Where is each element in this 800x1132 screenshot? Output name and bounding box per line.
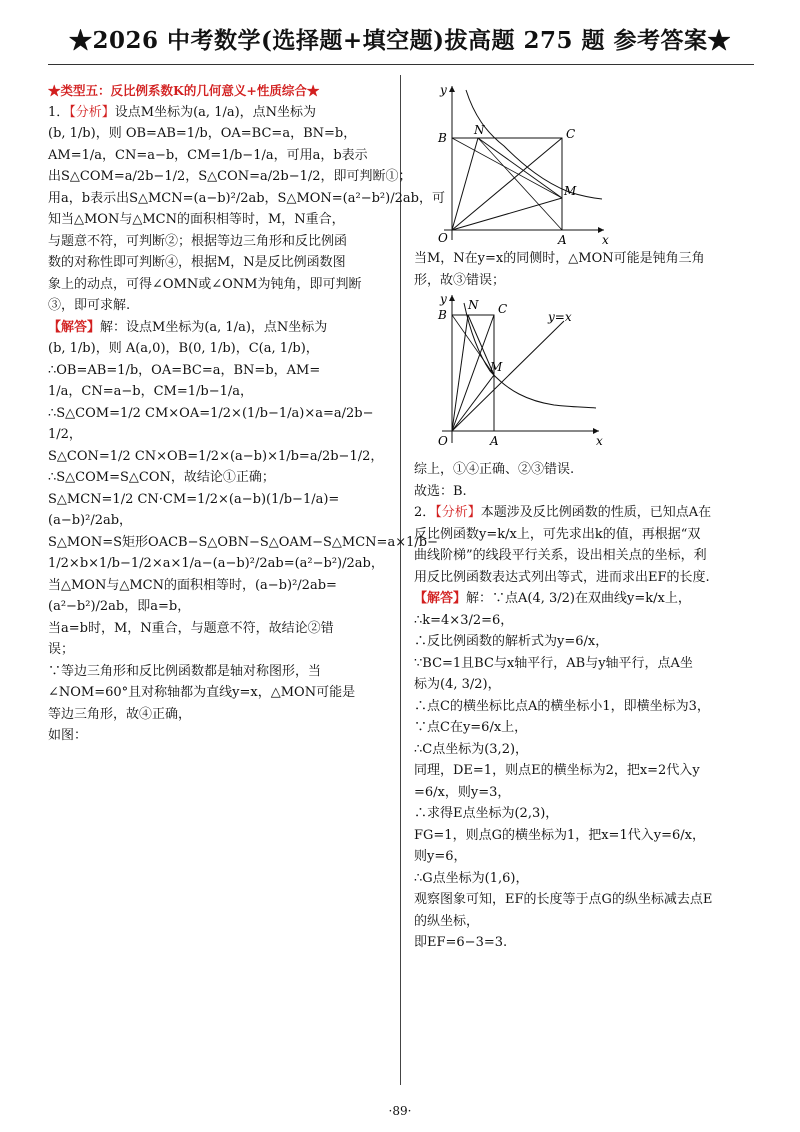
q1-analysis-line: ③，即可求解. — [48, 298, 131, 313]
q1-analysis-line: 象上的动点，可得∠OMN或∠ONM为钝角，即可判断 — [48, 276, 362, 292]
q1-analysis-line: 数的对称性即可判断④，根据M，N是反比例函数图 — [48, 255, 346, 270]
q2-analysis-line: 用反比例函数表达式列出等式，进而求出EF的长度. — [414, 569, 710, 585]
label-x: x — [602, 233, 609, 247]
q1-solution-line: 如图： — [48, 728, 88, 743]
label-n: N — [474, 123, 485, 137]
q1-solution-line: (a²−b²)/2ab，即a=b， — [48, 599, 191, 614]
q2-solution-line: 观察图象可知，EF的长度等于点G的纵坐标减去点E — [414, 892, 713, 907]
segment-on — [452, 138, 478, 230]
label-b: B — [438, 308, 447, 322]
label-b: B — [438, 131, 447, 145]
label-a: A — [490, 434, 499, 448]
figure-1 — [424, 80, 614, 248]
header-rule — [48, 64, 754, 65]
label-line: y=x — [548, 310, 572, 324]
q1-solution-line: ∴OB=AB=1/b，OA=BC=a，BN=b，AM= — [48, 362, 321, 378]
q1-solution-line: ∴S△COM=1/2 CM×OA=1/2×(1/b−1/a)×a=a/2b− — [48, 405, 374, 421]
q2-solution-line: 则y=6， — [414, 849, 467, 864]
segment-oc — [452, 315, 494, 431]
q1-solution-line: 1/2， — [48, 427, 82, 442]
q2-solution-line: 的纵坐标， — [414, 913, 480, 929]
q2-solution-line: =6/x，则y=3， — [414, 784, 511, 800]
label-y: y — [440, 292, 447, 306]
analysis-tag: 【分析】 — [435, 505, 481, 520]
after-fig1-line: 形，故③错误； — [414, 272, 506, 288]
q1-solution-line: 误； — [48, 642, 75, 657]
segment-om — [452, 198, 562, 230]
column-divider — [400, 75, 401, 1085]
page-number: ·89· — [388, 1104, 412, 1118]
label-m: M — [490, 360, 503, 374]
label-m: M — [564, 184, 577, 198]
segment-bm — [452, 315, 494, 375]
conclusion-line: 故选：B. — [414, 483, 467, 499]
solution-tag: 【解答】 — [414, 591, 467, 606]
q1-solution-line: 等边三角形，故④正确， — [48, 706, 192, 722]
y-axis-arrow — [449, 86, 455, 92]
conclusion-line: 综上，①④正确、②③错误. — [414, 462, 575, 477]
right-column — [414, 80, 752, 954]
q2-solution-line: 标为(4, 3/2)， — [414, 677, 501, 692]
q1-solution-line: S△MON=S矩形OACB−S△OBN−S△OAM−S△MCN=a×1/b− — [48, 534, 438, 550]
segment-oc — [452, 138, 562, 230]
q2-solution-line: ∴k=4×3/2=6， — [414, 612, 514, 628]
segment-nm — [478, 138, 562, 198]
q2-analysis-line: 2．【分析】本题涉及反比例函数的性质，已知点A在 — [414, 505, 712, 520]
segment-na — [478, 138, 562, 230]
q2-solution-line: ∵点C在y=6/x上， — [414, 720, 528, 735]
q1-analysis-line: 用a，b表示出S△MCN=(a−b)²/2ab，S△MON=(a²−b²)/2ab，可 — [48, 190, 445, 206]
q1-solution-line: 当a=b时，M，N重合，与题意不符，故结论②错 — [48, 620, 334, 636]
analysis-tag: 【分析】 — [69, 104, 115, 120]
y-axis-arrow — [449, 295, 455, 301]
label-n: N — [468, 298, 479, 312]
q2-solution-line: ∴G点坐标为(1,6)， — [414, 870, 529, 886]
label-c: C — [566, 127, 576, 141]
figure-2 — [424, 291, 614, 459]
q1-solution-line: 1/2×b×1/b−1/2×a×1/a−(a−b)²/2ab=(a²−b²)/2ab， — [48, 556, 384, 571]
q2-solution-line: FG=1，则点G的横坐标为1，把x=1代入y=6/x， — [414, 827, 705, 843]
page-title: ★2026 中考数学(选择题+填空题)拔高题 275 题 参考答案★ — [68, 27, 732, 54]
q1-solution-line: ∵等边三角形和反比例函数都是轴对称图形，当 — [48, 663, 322, 679]
line-y-eq-x — [452, 321, 564, 431]
solution-tag: 【解答】 — [48, 319, 101, 335]
q1-solution-line: S△CON=1/2 CN×OB=1/2×(a−b)×1/b=a/2b−1/2， — [48, 448, 384, 464]
label-o: O — [438, 231, 448, 245]
q2-solution-line: ∴反比例函数的解析式为y=6/x， — [414, 634, 609, 649]
q1-analysis-line: 与题意不符，可判断②；根据等边三角形和反比例函 — [48, 233, 348, 249]
q1-solution-line: ∴S△COM=S△CON，故结论①正确； — [48, 470, 275, 485]
label-x: x — [596, 434, 603, 448]
q2-solution-line: ∵BC=1且BC与x轴平行，AB与y轴平行，点A坐 — [414, 655, 693, 671]
after-fig1-line: 当M，N在y=x的同侧时，△MON可能是钝角三角 — [414, 251, 705, 266]
q1-solution-line: 1/a，CN=a−b，CM=1/b−1/a， — [48, 384, 253, 399]
q2-solution-line: 【解答】解：∵点A(4, 3/2)在双曲线y=k/x上， — [414, 591, 691, 606]
label-o: O — [438, 434, 448, 448]
section-title: ★类型五：反比例系数K的几何意义+性质综合★ — [48, 83, 320, 98]
segment-bm — [452, 138, 562, 198]
q1-analysis-line: 1．【分析】设点M坐标为(a, 1/a)，点N坐标为 — [48, 104, 317, 120]
q2-solution-line: ∴求得E点坐标为(2,3)， — [414, 806, 559, 821]
q2-solution-line: 即EF=6−3=3. — [414, 935, 508, 950]
q1-solution-line: (a−b)²/2ab， — [48, 513, 133, 528]
q1-solution-line: ∠NOM=60°且对称轴都为直线y=x，△MON可能是 — [48, 685, 356, 700]
q2-analysis-line: 曲线阶梯”的线段平行关系，设出相关点的坐标，利 — [414, 548, 707, 563]
q2-solution-line: 同理，DE=1，则点E的横坐标为2，把x=2代入y — [414, 763, 700, 778]
q1-solution-line: 【解答】解：设点M坐标为(a, 1/a)，点N坐标为 — [48, 319, 328, 335]
q1-solution-line: (b, 1/b)，则 A(a,0)，B(0, 1/b)，C(a, 1/b)， — [48, 341, 319, 356]
hyperbola — [464, 303, 596, 408]
label-y: y — [440, 83, 447, 97]
q1-analysis-line: 知当△MON与△MCN的面积相等时，M，N重合， — [48, 212, 345, 227]
label-a: A — [558, 233, 567, 247]
q1-analysis-line: AM=1/a，CN=a−b，CM=1/b−1/a，可用a，b表示 — [48, 147, 368, 163]
q1-analysis-line: 出S△COM=a/2b−1/2，S△CON=a/2b−1/2，即可判断①； — [48, 169, 412, 184]
q2-analysis-line: 反比例函数y=k/x上，可先求出k的值，再根据“双 — [414, 526, 701, 542]
q2-solution-line: ∴C点坐标为(3,2)， — [414, 741, 529, 757]
q1-analysis-line: (b, 1/b)，则 OB=AB=1/b，OA=BC=a，BN=b， — [48, 126, 357, 141]
q1-solution-line: S△MCN=1/2 CN·CM=1/2×(a−b)(1/b−1/a)= — [48, 491, 340, 507]
q1-solution-line: 当△MON与△MCN的面积相等时，(a−b)²/2ab= — [48, 577, 337, 593]
q2-solution-line: ∴点C的横坐标比点A的横坐标小1，即横坐标为3， — [414, 698, 710, 714]
label-c: C — [498, 302, 508, 316]
